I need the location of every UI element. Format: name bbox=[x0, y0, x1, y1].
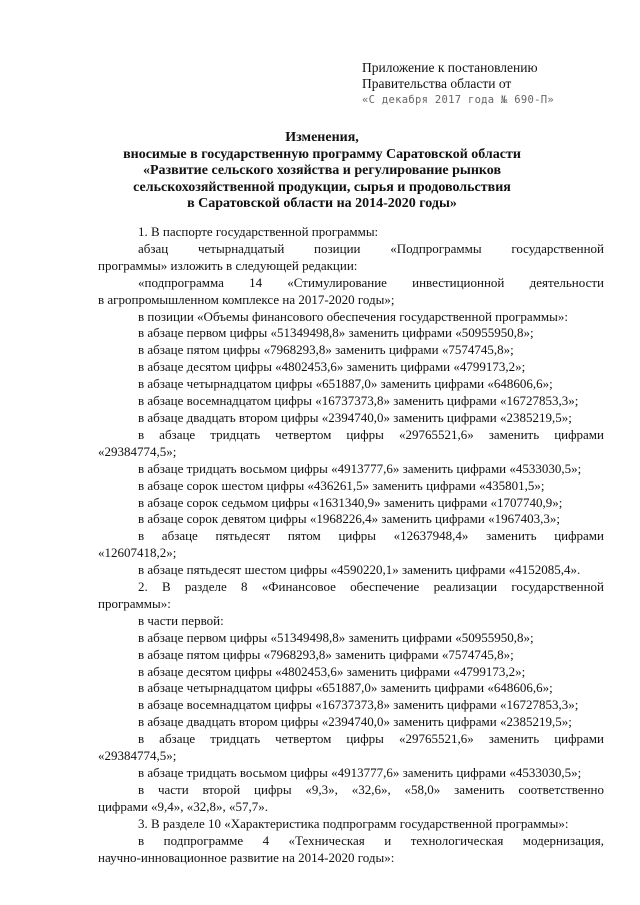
title-line-1: Изменения, bbox=[285, 130, 359, 145]
body-line: 1. В паспорте государственной программы: bbox=[138, 224, 379, 239]
body-line: в абзаце четырнадцатом цифры «651887,0» заменить цифрами «648606,6»; bbox=[138, 680, 553, 696]
body-line: в абзаце тридцать восьмом цифры «4913777,6» заменить цифрами «4533030,5»; bbox=[138, 460, 582, 476]
body-line: «12607418,2»; bbox=[98, 545, 177, 561]
body-line: в абзаце четырнадцатом цифры «651887,0» заменить цифрами «648606,6»; bbox=[138, 376, 553, 392]
title-line-4: сельскохозяйственной продукции, сырья и продовольствия bbox=[133, 179, 511, 195]
body-line: научно-инновационное развитие на 2014-2020 годы»: bbox=[98, 849, 395, 865]
title-line-2: вносимые в государственную программу Саратовской области bbox=[123, 146, 521, 162]
body-line: в абзаце сорок седьмом цифры «1631340,9» заменить цифрами «1707740,9»; bbox=[138, 494, 563, 510]
appendix-line-1: Приложение к постановлению bbox=[362, 60, 538, 75]
body-line: программы»: bbox=[98, 595, 171, 611]
body-line: в абзаце пятом цифры «7968293,8» заменить цифрами «7574745,8»; bbox=[138, 342, 514, 358]
body-line: в агропромышленном комплексе на 2017-2020 годы»; bbox=[98, 291, 395, 307]
body-line: в абзаце десятом цифры «4802453,6» заменить цифрами «4799173,2»; bbox=[138, 663, 526, 679]
body-line: в абзаце первом цифры «51349498,8» заменить цифрами «50955950,8»; bbox=[138, 325, 534, 341]
body-line: в абзаце пятьдесят пятом цифры «12637948,4» заменить цифрами bbox=[138, 528, 604, 544]
title-line-5: в Саратовской области на 2014-2020 годы» bbox=[187, 196, 457, 211]
body-line: абзац четырнадцатый позиции «Подпрограммы государственной bbox=[138, 240, 604, 256]
body-line: в абзаце сорок девятом цифры «1968226,4» заменить цифрами «1967403,3»; bbox=[138, 511, 560, 527]
body-line: в абзаце двадцать втором цифры «2394740,0» заменить цифрами «2385219,5»; bbox=[138, 409, 572, 425]
body-line: в части второй цифры «9,3», «32,6», «58,0» заменить соответственно bbox=[138, 781, 604, 797]
body-line: в абзаце десятом цифры «4802453,6» заменить цифрами «4799173,2»; bbox=[138, 359, 526, 375]
body-line: 3. В разделе 10 «Характеристика подпрограмм государственной программы»: bbox=[138, 815, 569, 831]
body-line: «подпрограмма 14 «Стимулирование инвестиционной деятельности bbox=[138, 274, 604, 290]
document-title bbox=[80, 130, 564, 213]
body-line: программы» изложить в следующей редакции: bbox=[98, 257, 358, 273]
body-line: в абзаце тридцать восьмом цифры «4913777,6» заменить цифрами «4533030,5»; bbox=[138, 765, 582, 780]
appendix-line-2: Правительства области от bbox=[362, 76, 512, 91]
body-line: в абзаце тридцать четвертом цифры «29765521,6» заменить цифрами bbox=[138, 731, 604, 747]
body-line: цифрами «9,4», «32,8», «57,7». bbox=[98, 798, 269, 814]
body-line: в абзаце первом цифры «51349498,8» заменить цифрами «50955950,8»; bbox=[138, 629, 534, 645]
title-line-3: «Развитие сельского хозяйства и регулирование рынков bbox=[142, 163, 502, 178]
body-line: в абзаце пятьдесят шестом цифры «4590220,1» заменить цифрами «4152085,4». bbox=[138, 562, 581, 578]
body-line: в подпрограмме 4 «Техническая и технологическая модернизация, bbox=[138, 832, 604, 848]
appendix-date-number: «С декабря 2017 года № 690-П» bbox=[362, 94, 555, 106]
document-body bbox=[98, 224, 604, 866]
body-line: 2. В разделе 8 «Финансовое обеспечение реализации государственной bbox=[138, 579, 604, 595]
body-line: в абзаце восемнадцатом цифры «16737373,8» заменить цифрами «16727853,3»; bbox=[138, 697, 579, 713]
body-line: «29384774,5»; bbox=[98, 748, 177, 764]
body-line: в абзаце двадцать втором цифры «2394740,0» заменить цифрами «2385219,5»; bbox=[138, 714, 572, 730]
body-line: в части первой: bbox=[138, 612, 224, 628]
appendix-header bbox=[362, 60, 622, 108]
body-line: в абзаце сорок шестом цифры «436261,5» заменить цифрами «435801,5»; bbox=[138, 477, 545, 493]
body-line: в абзаце восемнадцатом цифры «16737373,8» заменить цифрами «16727853,3»; bbox=[138, 393, 579, 409]
body-line: в абзаце пятом цифры «7968293,8» заменить цифрами «7574745,8»; bbox=[138, 646, 514, 662]
body-line: «29384774,5»; bbox=[98, 443, 177, 459]
body-line: в абзаце тридцать четвертом цифры «29765521,6» заменить цифрами bbox=[138, 426, 604, 442]
body-line: в позиции «Объемы финансового обеспечения государственной программы»: bbox=[138, 308, 569, 324]
